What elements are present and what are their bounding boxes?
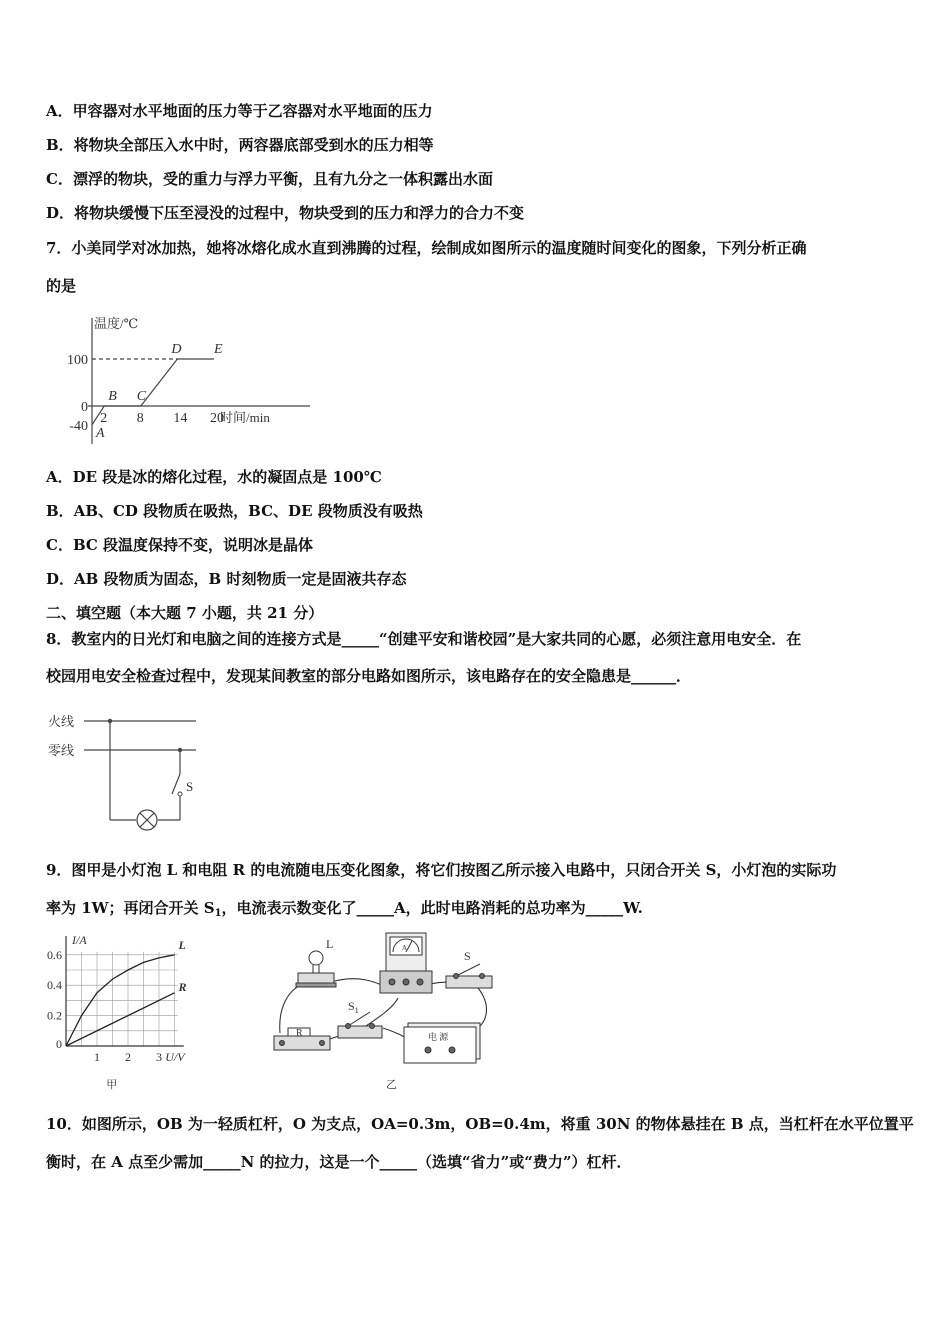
q9-circuit-photo	[268, 928, 498, 1092]
wire	[328, 979, 388, 988]
q9-line1: 9．图甲是小灯泡 L 和电阻 R 的电流随电压变化图象，将它们按图乙所示接入电路中，只闭合开关 S，小灯泡的实际功	[46, 861, 837, 879]
q7-temperature-chart	[50, 312, 330, 452]
q9-line2-text-b: ，电流表示数变化了_____A，此时电路消耗的总功率为_____W.	[221, 899, 643, 917]
q9-line2-subscript: 1	[214, 908, 222, 919]
junction-dot	[178, 748, 182, 752]
switch-s-icon	[446, 964, 492, 988]
lamp-label: L	[326, 937, 334, 951]
power-supply-icon	[404, 1023, 480, 1063]
x-axis-label: U/V	[165, 1050, 185, 1064]
y-tick-label: 0.4	[47, 978, 62, 993]
wire	[478, 988, 487, 1026]
x-tick-label: 3	[156, 1050, 162, 1064]
switch-s-label: S	[464, 949, 471, 963]
q6-option-d: D．将物块缓慢下压至浸没的过程中，物块受到的压力和浮力的合力不变	[46, 204, 525, 222]
q7-option-a: A．DE 段是冰的熔化过程，水的凝固点是 100℃	[46, 468, 382, 486]
ammeter-icon	[380, 933, 432, 993]
x-tick-label: 2	[125, 1050, 131, 1064]
x-tick-label: 0	[56, 1037, 62, 1051]
q9-iu-chart	[40, 932, 215, 1092]
q7-option-b: B．AB、CD 段物质在吸热，BC、DE 段物质没有吸热	[46, 502, 423, 520]
x-tick-label: 8	[136, 411, 144, 426]
y-tick-label: 0.2	[47, 1008, 62, 1023]
q8-line2: 校园用电安全检查过程中，发现某间教室的部分电路如图所示，该电路存在的安全隐患是______．	[46, 667, 692, 685]
ammeter-label: A	[402, 944, 408, 952]
switch-s1-subscript: 1	[354, 1006, 359, 1015]
switch-s1-icon	[338, 1012, 382, 1038]
switch-contact	[178, 792, 182, 796]
resistor-label: R	[296, 1028, 303, 1039]
y-tick-label: 100	[67, 353, 88, 368]
q7-option-d: D．AB 段物质为固态，B 时刻物质一定是固液共存态	[46, 570, 407, 588]
q7-stem-line1: 7．小美同学对冰加热，她将冰熔化成水直到沸腾的过程，绘制成如图所示的温度随时间变化的图象，下列分析正确	[46, 239, 807, 257]
x-tick-label: 20	[210, 411, 224, 426]
point-label-D: D	[171, 342, 182, 357]
q10-line1: 10．如图所示，OB 为一轻质杠杆，O 为支点，OA=0.3m，OB=0.4m，将重 30N 的物体悬挂在 B 点，当杠杆在水平位置平	[46, 1115, 914, 1133]
series-label-R: R	[178, 979, 187, 994]
q6-option-a: A．甲容器对水平地面的压力等于乙容器对水平地面的压力	[46, 102, 433, 120]
q9-line2-text-a: 率为 1W；再闭合开关 S	[46, 899, 215, 917]
point-label-E: E	[214, 342, 223, 357]
lamp-icon	[296, 951, 336, 987]
live-wire-label: 火线	[48, 714, 75, 729]
section-heading: 二、填空题（本大题 7 小题，共 21 分）	[46, 604, 324, 622]
q6-option-b: B．将物块全部压入水中时，两容器底部受到水的压力相等	[46, 136, 434, 154]
point-label-B: B	[108, 389, 117, 404]
q8-circuit-figure	[48, 708, 208, 838]
neutral-wire-label: 零线	[48, 743, 75, 758]
q6-option-c: C．漂浮的物块，受的重力与浮力平衡，且有九分之一体积露出水面	[46, 170, 493, 188]
switch-s1-label	[348, 999, 359, 1015]
x-axis-label: 时间/min	[220, 410, 270, 425]
x-tick-label: 1	[94, 1050, 100, 1064]
point-label-C: C	[136, 389, 147, 404]
power-supply-label: 电 源	[428, 1032, 449, 1042]
y-tick-label: 0	[81, 400, 88, 415]
lamp-icon	[137, 810, 157, 830]
q8-line1: 8．教室内的日光灯和电脑之间的连接方式是_____“创建平安和谐校园”是大家共同的心愿，必须注意用电安全．在	[46, 630, 802, 648]
y-axis-label: I/A	[72, 933, 87, 947]
y-tick-label: -40	[69, 418, 88, 434]
junction-dot	[108, 719, 112, 723]
q7-option-c: C．BC 段温度保持不变，说明冰是晶体	[46, 536, 314, 554]
x-tick-label: 2	[100, 411, 108, 426]
series-label-L: L	[178, 937, 186, 952]
switch-s1-letter: S	[348, 999, 355, 1013]
y-axis-label: 温度/℃	[94, 316, 139, 331]
switch-label: S	[186, 779, 194, 794]
point-label-A: A	[96, 425, 105, 441]
q9-line2	[46, 898, 643, 924]
x-tick-label: 14	[173, 411, 188, 426]
q10-line2: 衡时，在 A 点至少需加_____N 的拉力，这是一个_____（选填“省力”或“费力”）杠杆．	[46, 1153, 632, 1171]
y-tick-label: 0.6	[47, 947, 62, 962]
circuit-wires	[84, 721, 196, 820]
figure-b-caption: 乙	[386, 1079, 397, 1091]
q7-stem-line2: 的是	[46, 277, 77, 295]
series-line-R	[66, 993, 175, 1046]
wire	[280, 983, 306, 1033]
figure-a-caption: 甲	[106, 1079, 118, 1091]
